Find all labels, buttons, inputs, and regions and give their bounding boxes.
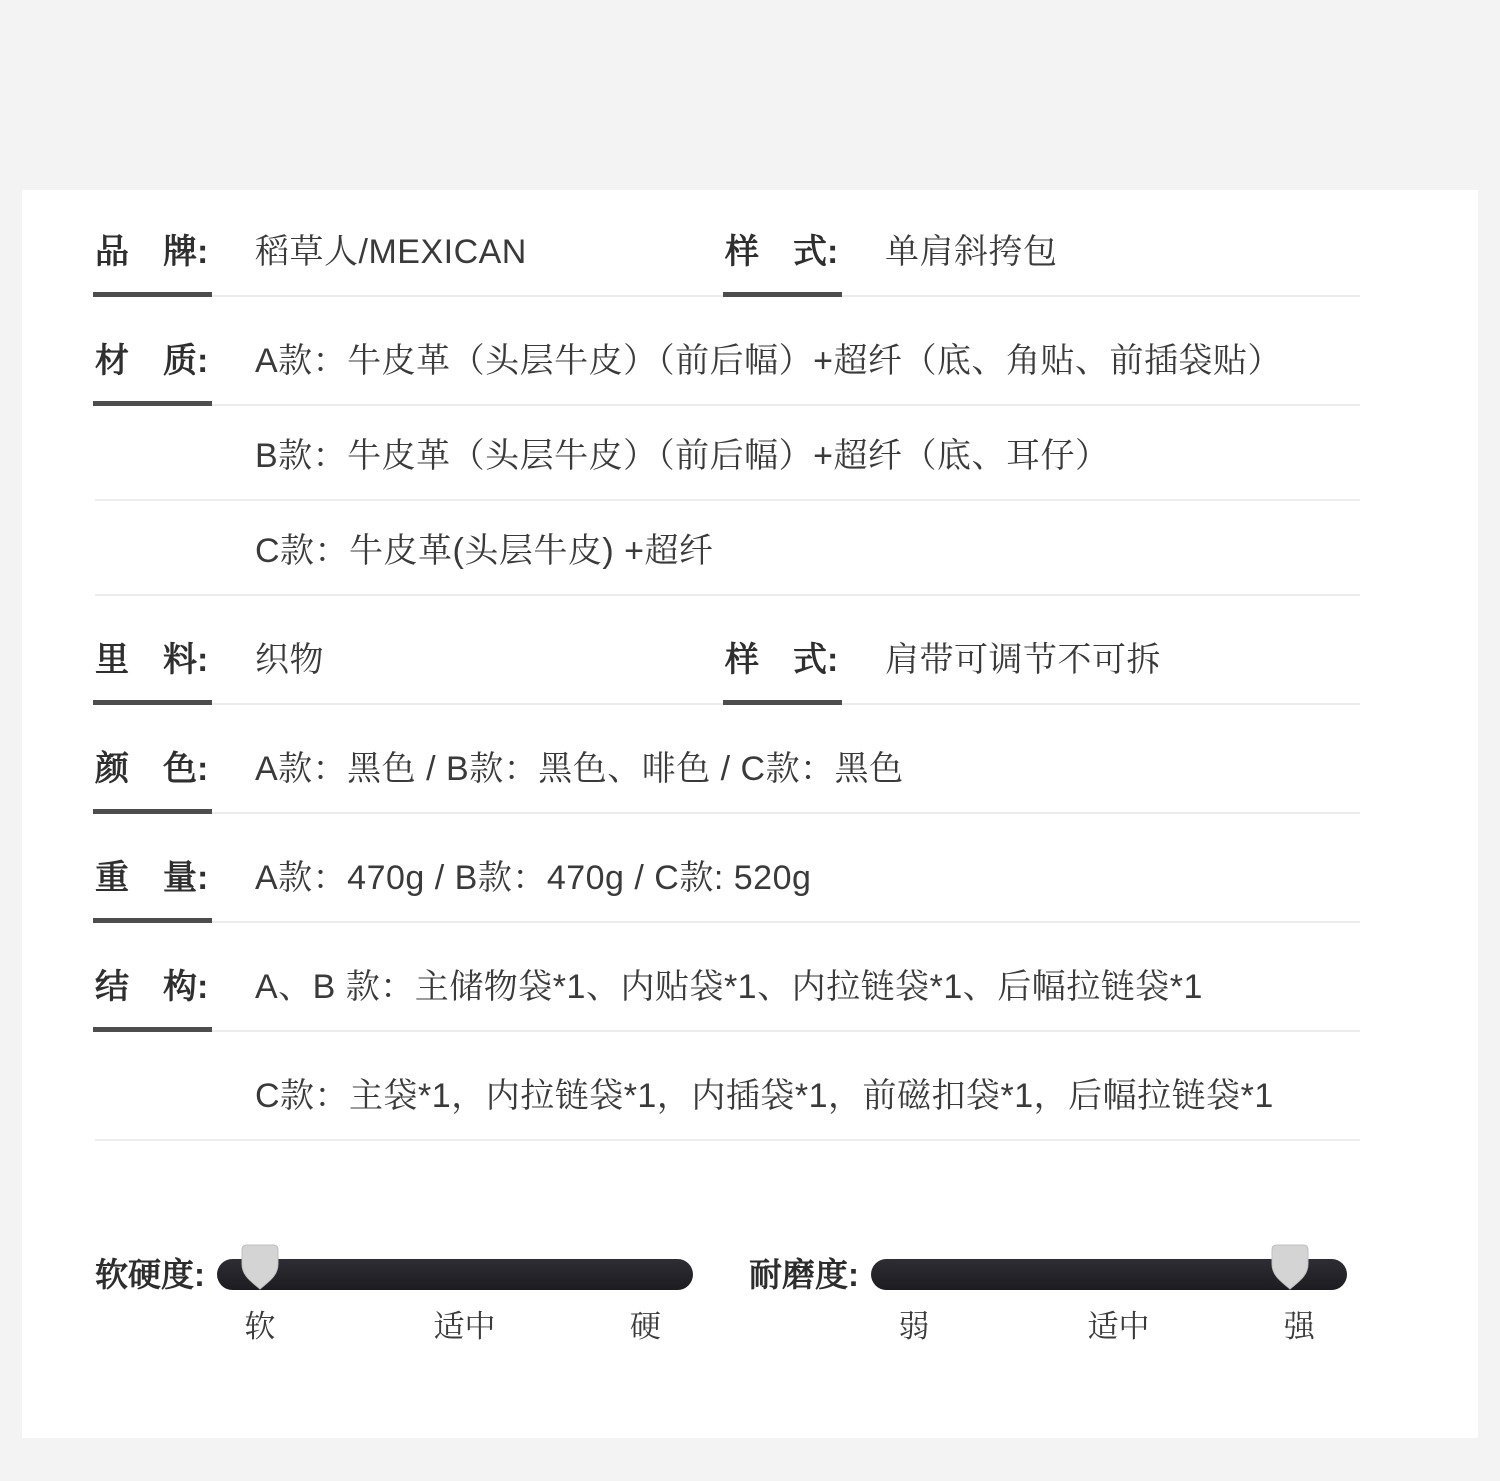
softness-tick-hard: 硬 — [629, 1309, 661, 1344]
wear-resistance-slider-thumb[interactable] — [1271, 1244, 1309, 1291]
spec-row-brand-style — [95, 232, 1360, 297]
lining-label: 里 料: — [95, 641, 209, 679]
color-label: 颜 色: — [95, 750, 209, 788]
spec-row-weight — [95, 858, 1360, 923]
structure-c-value: C款：主袋*1，内拉链袋*1，内插袋*1，前磁扣袋*1，后幅拉链袋*1 — [255, 1077, 1274, 1115]
wear-resistance-slider — [871, 1257, 1347, 1344]
product-spec-card — [22, 190, 1478, 1438]
material-label: 材 质: — [95, 342, 209, 380]
spec-row-material-b — [95, 436, 1360, 501]
field-color — [95, 749, 1360, 790]
spec-row-structure-c — [95, 1076, 1360, 1141]
field-brand — [95, 232, 725, 273]
wear-resistance-ticks — [871, 1301, 1347, 1344]
brand-label: 品 牌: — [95, 233, 209, 271]
material-b-value: B款：牛皮革（头层牛皮）（前后幅）+超纤（底、耳仔） — [255, 437, 1110, 475]
strap-style-value: 肩带可调节不可拆 — [885, 641, 1161, 679]
spec-row-structure-ab — [95, 967, 1360, 1032]
slider-thumb-icon — [1271, 1244, 1309, 1291]
rating-sliders-section — [95, 1256, 1360, 1344]
field-strap-style — [725, 640, 1360, 681]
brand-value: 稻草人/MEXICAN — [255, 233, 527, 271]
field-lining — [95, 640, 725, 681]
spec-row-color — [95, 749, 1360, 814]
color-value: A款：黑色 / B款：黑色、啡色 / C款：黑色 — [255, 750, 904, 788]
softness-tick-soft: 软 — [244, 1309, 276, 1344]
field-weight — [95, 858, 1360, 899]
wear-tick-strong: 强 — [1283, 1309, 1315, 1344]
structure-label: 结 构: — [95, 968, 209, 1006]
spec-row-material-c — [95, 531, 1360, 596]
material-c-value: C款：牛皮革(头层牛皮) +超纤 — [255, 532, 714, 570]
wear-tick-medium: 适中 — [1087, 1309, 1150, 1344]
material-a-value: A款：牛皮革（头层牛皮）（前后幅）+超纤（底、角贴、前插袋贴） — [255, 342, 1283, 380]
softness-slider-track[interactable] — [217, 1259, 693, 1290]
wear-resistance-slider-group — [749, 1256, 1347, 1344]
softness-slider-group — [95, 1256, 693, 1344]
slider-thumb-icon — [241, 1244, 279, 1291]
softness-slider — [217, 1257, 693, 1344]
softness-tick-medium: 适中 — [433, 1309, 496, 1344]
field-material-a — [95, 341, 1360, 382]
weight-label: 重 量: — [95, 859, 209, 897]
style-value: 单肩斜挎包 — [885, 233, 1058, 271]
weight-value: A款：470g / B款：470g / C款: 520g — [255, 859, 812, 897]
field-style — [725, 232, 1360, 273]
structure-ab-value: A、B 款：主储物袋*1、内贴袋*1、内拉链袋*1、后幅拉链袋*1 — [255, 968, 1203, 1006]
spec-row-material-a — [95, 341, 1360, 406]
field-structure-ab — [95, 967, 1360, 1008]
softness-ticks — [217, 1301, 693, 1344]
strap-style-label: 样 式: — [725, 641, 839, 679]
softness-label: 软硬度: — [95, 1256, 205, 1293]
spec-row-lining-strap — [95, 640, 1360, 705]
lining-value: 织物 — [255, 641, 324, 679]
softness-slider-thumb[interactable] — [241, 1244, 279, 1291]
wear-tick-weak: 弱 — [898, 1309, 930, 1344]
style-label: 样 式: — [725, 233, 839, 271]
wear-resistance-label: 耐磨度: — [749, 1256, 859, 1293]
